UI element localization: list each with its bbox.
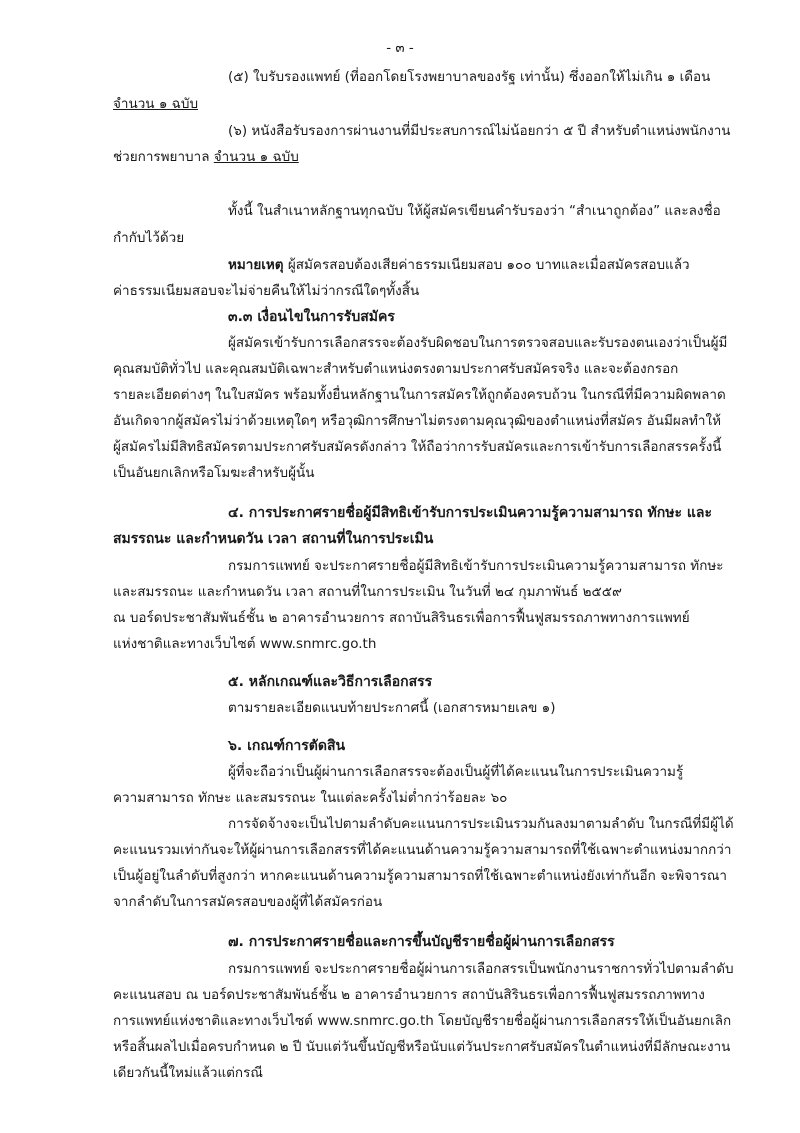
note-label: หมายเหตุ [228, 257, 284, 273]
section7-heading: ๗. การประกาศรายชื่อและการขึ้นบัญชีรายชื่อผู้ผ่านการเลือกสรร [228, 934, 615, 950]
page-number: - ๓ - [386, 40, 414, 56]
section33-line: คุณสมบัติทั่วไป และคุณสมบัติเฉพาะสำหรับตำแหน่งตรงตามประกาศรับสมัครจริง และจะต้องกรอก [113, 361, 679, 377]
section6-line: คะแนนรวมเท่ากันจะให้ผู้ผ่านการเลือกสรรที่ได้คะแนนด้านความรู้ความสามารถที่ใช้เฉพาะตำแหน่งมากกว่า [113, 842, 732, 858]
section4-line: และสมรรถนะ และกำหนดวัน เวลา สถานที่ในการประเมิน ในวันที่ ๒๔ กุมภาพันธ์ ๒๕๕๙ [113, 584, 622, 600]
section5-line: ตามรายละเอียดแนบท้ายประกาศนี้ (เอกสารหมายเลข ๑) [228, 700, 556, 716]
section33-line: รายละเอียดต่างๆ ในใบสมัคร พร้อมทั้งยื่นหลักฐานในการสมัครให้ถูกต้องครบถ้วน ในกรณีที่มีความผิดพลาด [113, 387, 726, 403]
section4-line: กรมการแพทย์ จะประกาศรายชื่อผู้มีสิทธิเข้ารับการประเมินความรู้ความสามารถ ทักษะ [228, 558, 724, 574]
certify-line1: ทั้งนี้ ในสำเนาหลักฐานทุกฉบับ ให้ผู้สมัครเขียนคำรับรองว่า “สำเนาถูกต้อง” และลงชื่อ [228, 203, 721, 219]
section4-line: แห่งชาติและทางเว็บไซต์ www.snmrc.go.th [113, 636, 377, 652]
section33-line: ผู้สมัครเข้ารับการเลือกสรรจะต้องรับผิดชอบในการตรวจสอบและรับรองตนเองว่าเป็นผู้มี [228, 335, 728, 351]
section5-heading: ๕. หลักเกณฑ์และวิธีการเลือกสรร [228, 674, 433, 690]
section33-line: ผู้สมัครไม่มีสิทธิสมัครตามประกาศรับสมัครดังกล่าว ให้ถือว่าการรับสมัครและการเข้ารับการเลือกสรรครั้งนี้ [113, 439, 722, 455]
section33-line: เป็นอันยกเลิกหรือโมฆะสำหรับผู้นั้น [113, 465, 315, 481]
section33-line: อันเกิดจากผู้สมัครไม่ว่าด้วยเหตุใดๆ หรือวุฒิการศึกษาไม่ตรงตามคุณวุฒิของตำแหน่งที่สมัคร อันมีผลทำให้ [113, 413, 722, 429]
note-line2: ค่าธรรมเนียมสอบจะไม่จ่ายคืนให้ไม่ว่ากรณีใดๆทั้งสิ้น [113, 283, 420, 299]
section7-line: หรือสิ้นผลไปเมื่อครบกำหนด ๒ ปี นับแต่วันขึ้นบัญชีหรือนับแต่วันประกาศรับสมัครในตำแหน่งที่มีลักษณะงาน [113, 1039, 731, 1055]
section6-line: ผู้ที่จะถือว่าเป็นผู้ผ่านการเลือกสรรจะต้องเป็นผู้ที่ได้คะแนนในการประเมินความรู้ [228, 764, 684, 780]
section4-heading2: สมรรถนะ และกำหนดวัน เวลา สถานที่ในการประเมิน [113, 531, 434, 547]
item6-line2-underline: จำนวน ๑ ฉบับ [213, 149, 299, 165]
section7-line: คะแนนสอบ ณ บอร์ดประชาสัมพันธ์ชั้น ๒ อาคารอำนวยการ สถาบันสิรินธรเพื่อการฟื้นฟูสมรรถภาพทาง [113, 987, 705, 1003]
item5-line1: (๕) ใบรับรองแพทย์ (ที่ออกโดยโรงพยาบาลของรัฐ เท่านั้น) ซึ่งออกให้ไม่เกิน ๑ เดือน [228, 69, 711, 85]
section33-heading: ๓.๓ เงื่อนไขในการรับสมัคร [228, 309, 395, 325]
item5-line2: จำนวน ๑ ฉบับ [113, 96, 199, 112]
item6-line1: (๖) หนังสือรับรองการผ่านงานที่มีประสบการณ์ไม่น้อยกว่า ๕ ปี สำหรับตำแหน่งพนักงาน [228, 123, 731, 139]
section4-line: ณ บอร์ดประชาสัมพันธ์ชั้น ๒ อาคารอำนวยการ สถาบันสิรินธรเพื่อการฟื้นฟูสมรรถภาพทางการแพทย์ [113, 610, 690, 626]
item6-line2 [113, 148, 299, 166]
section6-heading: ๖. เกณฑ์การตัดสิน [228, 738, 346, 754]
section6-line: จากลำดับในการสมัครสอบของผู้ที่ได้สมัครก่อน [113, 894, 383, 910]
note-text: ผู้สมัครสอบต้องเสียค่าธรรมเนียมสอบ ๑๐๐ บาทและเมื่อสมัครสอบแล้ว [283, 257, 690, 273]
section4-heading1: ๔. การประกาศรายชื่อผู้มีสิทธิเข้ารับการประเมินความรู้ความสามารถ ทักษะ และ [228, 505, 712, 521]
certify-line2: กำกับไว้ด้วย [113, 230, 185, 246]
section7-line: เดียวกันนี้ใหม่แล้วแต่กรณี [113, 1065, 263, 1081]
section6-line: การจัดจ้างจะเป็นไปตามลำดับคะแนนการประเมินรวมกันลงมาตามลำดับ ในกรณีที่มีผู้ได้ [228, 816, 734, 832]
section7-line: การแพทย์แห่งชาติและทางเว็บไซต์ www.snmrc.go.th โดยบัญชีรายชื่อผู้ผ่านการเลือกสรรให้เป็นอันยกเลิก [113, 1013, 732, 1029]
section6-line: เป็นผู้อยู่ในลำดับที่สูงกว่า หากคะแนนด้านความรู้ความสามารถที่ใช้เฉพาะตำแหน่งยังเท่ากันอีก จะพิจารณา [113, 868, 727, 884]
section6-line: ความสามารถ ทักษะ และสมรรถนะ ในแต่ละครั้งไม่ต่ำกว่าร้อยละ ๖๐ [113, 790, 508, 806]
section7-line: กรมการแพทย์ จะประกาศรายชื่อผู้ผ่านการเลือกสรรเป็นพนักงานราชการทั่วไปตามลำดับ [228, 961, 734, 977]
note-line1 [228, 256, 690, 274]
item6-line2-prefix: ช่วยการพยาบาล [113, 149, 214, 165]
